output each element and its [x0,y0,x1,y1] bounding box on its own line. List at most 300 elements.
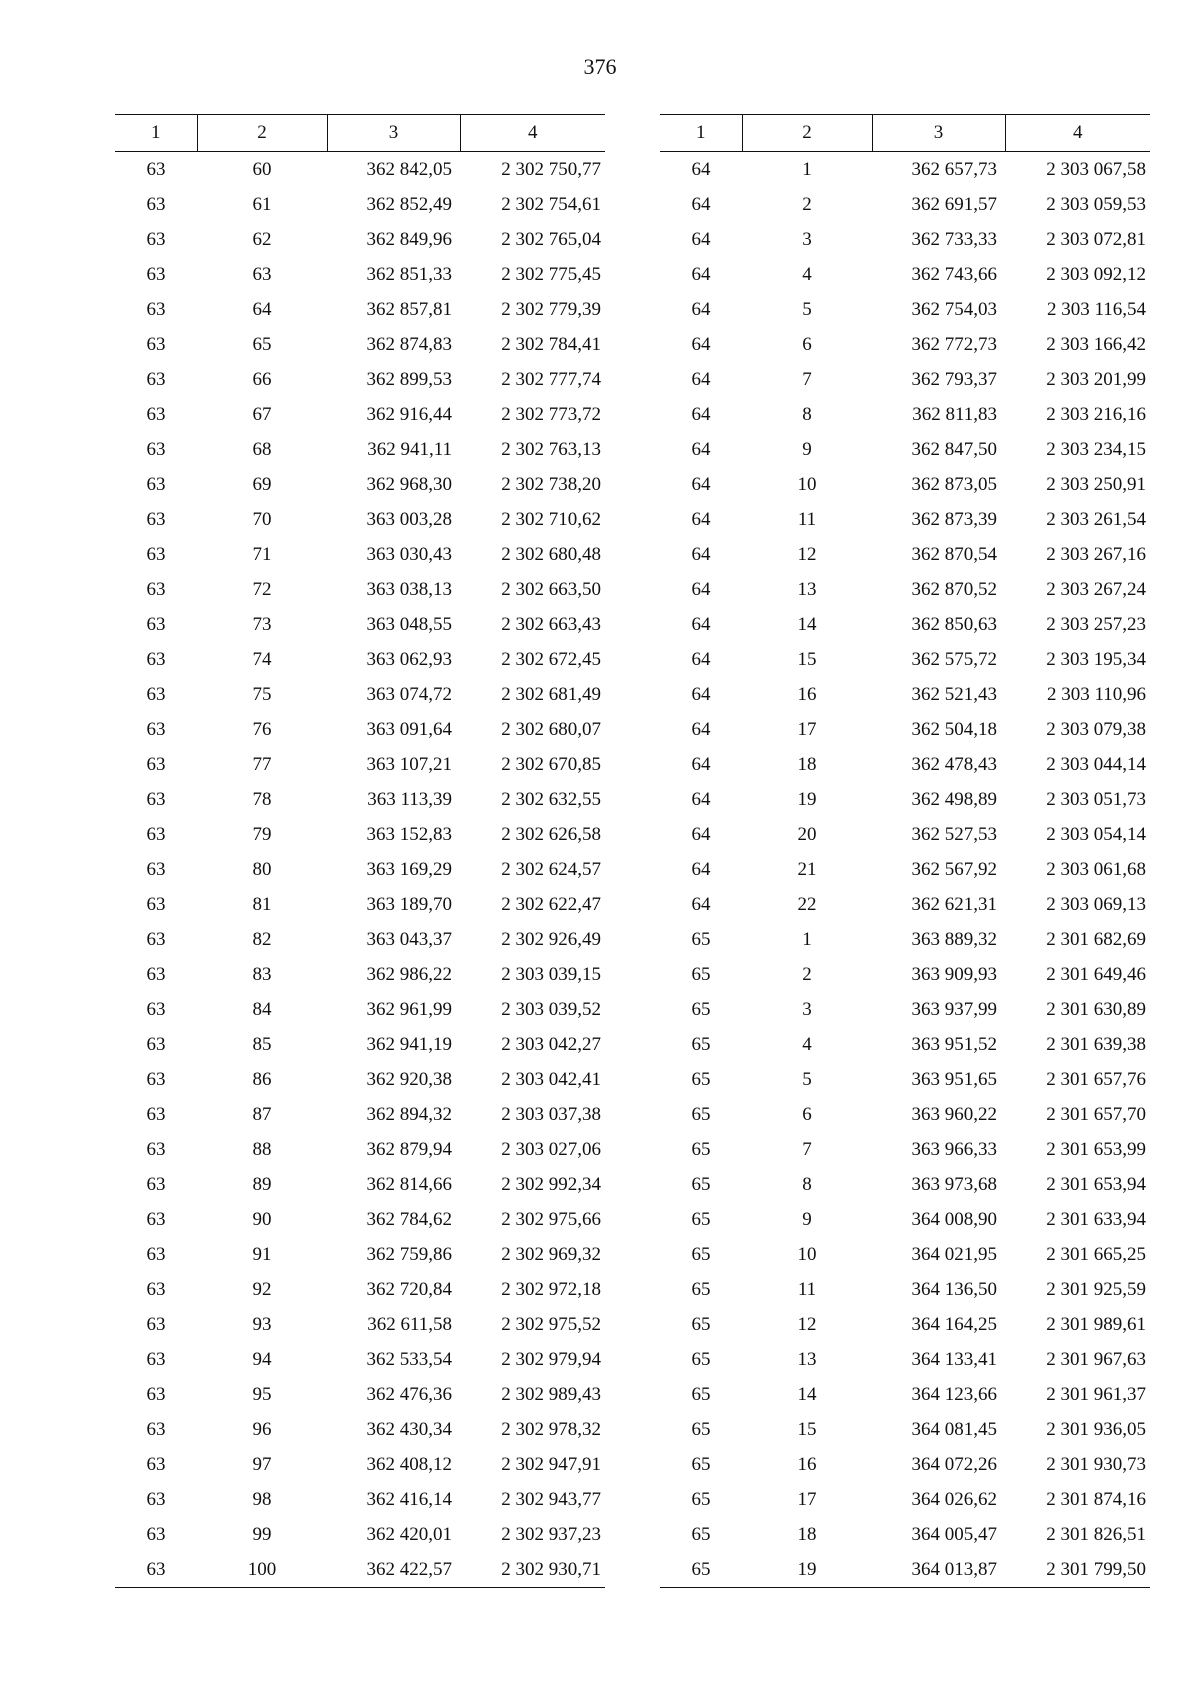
table-row [115,327,605,362]
table-cell-col3: 362 657,73 [911,158,997,180]
table-cell-col1: 64 [691,438,711,460]
table-cell-col3: 362 430,34 [366,1418,452,1440]
table-cell-col2: 13 [797,578,817,600]
table-cell-col4: 2 301 989,61 [1046,1313,1146,1335]
table-cell-col4: 2 302 632,55 [501,788,601,810]
table-cell-col2: 81 [252,893,272,915]
table-cell-col2: 7 [802,368,812,390]
table-cell-col1: 63 [146,1243,166,1265]
table-cell-col4: 2 302 622,47 [501,893,601,915]
table-cell-col3: 362 691,57 [911,193,997,215]
table-cell-col1: 65 [691,1348,711,1370]
table-cell-col3: 363 152,83 [366,823,452,845]
column-header-3: 3 [872,115,1005,152]
table-cell-col1: 65 [660,1552,742,1588]
table-cell-col4: 2 302 969,32 [501,1243,601,1265]
table-cell-col3: 362 621,31 [911,893,997,915]
table-cell-col4: 2 301 682,69 [1046,928,1146,950]
table-cell-col4: 2 302 624,57 [501,858,601,880]
table-cell-col3: 362 416,14 [366,1488,452,1510]
table-row [115,1167,605,1202]
table-cell-col1: 63 [146,963,166,985]
table-cell-col2: 62 [252,228,272,250]
table-cell-col3: 362 894,32 [366,1103,452,1125]
table-row [115,1412,605,1447]
table-cell-col4: 2 303 051,73 [1046,788,1146,810]
table-cell-col2: 97 [252,1453,272,1475]
table-cell-col1: 63 [146,543,166,565]
table-row [660,1097,1150,1132]
column-header-1: 1 [115,115,197,152]
table-row [660,362,1150,397]
table-row [115,467,605,502]
table-row [660,712,1150,747]
table-cell-col2: 75 [252,683,272,705]
table-row [660,1062,1150,1097]
table-cell-col1: 63 [146,998,166,1020]
table-cell-col3: 362 873,05 [911,473,997,495]
table-cell-col4: 2 302 779,39 [501,298,601,320]
table-cell-col1: 63 [146,1383,166,1405]
table-cell-col4: 2 303 072,81 [1046,228,1146,250]
table-cell-col4: 2 302 978,32 [501,1418,601,1440]
table-cell-col2: 10 [797,473,817,495]
table-cell-col2: 14 [797,1383,817,1405]
table-cell-col2: 17 [797,1488,817,1510]
table-cell-col1: 63 [146,1418,166,1440]
table-cell-col4: 2 303 061,68 [1046,858,1146,880]
table-cell-col3: 363 062,93 [366,648,452,670]
table-cell-col2: 68 [252,438,272,460]
table-cell-col1: 64 [691,683,711,705]
table-cell-col4: 2 303 261,54 [1046,508,1146,530]
table-cell-col4: 2 301 633,94 [1046,1208,1146,1230]
column-header-2: 2 [197,115,327,152]
table-cell-col2: 100 [197,1552,327,1588]
table-cell-col4: 2 302 777,74 [501,368,601,390]
table-cell-col1: 65 [691,1488,711,1510]
table-row [660,1517,1150,1552]
table-cell-col4: 2 302 738,20 [501,473,601,495]
table-cell-col2: 11 [797,1278,817,1300]
table-cell-col3: 363 951,65 [911,1068,997,1090]
table-cell-col2: 8 [802,1173,812,1195]
table-cell-col1: 63 [146,193,166,215]
table-cell-col1: 65 [691,1173,711,1195]
table-cell-col2: 78 [252,788,272,810]
table-cell-col3: 362 793,37 [911,368,997,390]
coordinates-table-left [115,114,605,1588]
table-cell-col4: 2 301 961,37 [1046,1383,1146,1405]
table-cell-col1: 63 [146,1068,166,1090]
table-cell-col3: 364 123,66 [911,1383,997,1405]
table-cell-col4: 2 302 672,45 [501,648,601,670]
table-row [660,1307,1150,1342]
table-cell-col1: 64 [691,298,711,320]
table-cell-col1: 64 [691,788,711,810]
table-cell-col2: 1 [802,928,812,950]
table-row [660,817,1150,852]
table-cell-col4: 2 303 116,54 [1046,298,1146,320]
table-row [115,257,605,292]
table-cell-col3: 364 136,50 [911,1278,997,1300]
table-cell-col3: 362 879,94 [366,1138,452,1160]
table-cell-col3: 363 107,21 [366,753,452,775]
table-row [660,642,1150,677]
table-cell-col1: 64 [691,858,711,880]
table-cell-col4: 2 301 639,38 [1046,1033,1146,1055]
table-cell-col1: 63 [146,1033,166,1055]
table-row [115,152,605,188]
table-row [660,1237,1150,1272]
table-cell-col3: 362 772,73 [911,333,997,355]
table-row [115,1237,605,1272]
table-cell-col4: 2 302 710,62 [501,508,601,530]
table-cell-col4: 2 303 042,41 [501,1068,601,1090]
table-cell-col4: 2 302 750,77 [501,158,601,180]
table-row [660,432,1150,467]
table-cell-col3: 362 408,12 [366,1453,452,1475]
table-cell-col3: 362 961,99 [366,998,452,1020]
table-cell-col3: 362 814,66 [366,1173,452,1195]
table-cell-col4: 2 302 670,85 [501,753,601,775]
table-cell-col2: 67 [252,403,272,425]
table-row [115,992,605,1027]
table-cell-col2: 92 [252,1278,272,1300]
table-cell-col3: 362 521,43 [911,683,997,705]
table-cell-col2: 2 [802,963,812,985]
table-cell-col1: 63 [146,1278,166,1300]
table-cell-col2: 15 [797,648,817,670]
table-cell-col4: 2 302 992,34 [501,1173,601,1195]
table-row [660,467,1150,502]
table-cell-col4: 2 301 925,59 [1046,1278,1146,1300]
table-cell-col1: 63 [146,228,166,250]
table-cell-col2: 79 [252,823,272,845]
table-cell-col2: 60 [252,158,272,180]
table-row [660,397,1150,432]
table-cell-col3: 362 870,54 [911,543,997,565]
table-cell-col1: 65 [691,928,711,950]
table-cell-col3: 362 754,03 [911,298,997,320]
table-cell-col1: 64 [691,368,711,390]
table-cell-col4: 2 302 975,52 [501,1313,601,1335]
table-cell-col4: 2 301 826,51 [1046,1523,1146,1545]
table-row [115,1272,605,1307]
table-cell-col2: 4 [802,1033,812,1055]
table-cell-col1: 63 [146,403,166,425]
table-cell-col1: 65 [691,1138,711,1160]
table-cell-col1: 63 [146,1313,166,1335]
table-cell-col1: 63 [146,263,166,285]
table-cell-col3: 363 074,72 [366,683,452,705]
table-cell-col4: 2 303 110,96 [1046,683,1146,705]
table-cell-col4: 2 302 937,23 [501,1523,601,1545]
table-cell-col3: 363 038,13 [366,578,452,600]
table-row [660,677,1150,712]
table-cell-col3: 362 850,63 [911,613,997,635]
table-cell-col3: 362 851,33 [366,263,452,285]
table-cell-col4: 2 303 059,53 [1046,193,1146,215]
table-cell-col3: 363 113,39 [367,788,452,810]
table-cell-col4: 2 302 663,50 [501,578,601,600]
table-cell-col2: 61 [252,193,272,215]
table-cell-col1: 65 [691,1313,711,1335]
table-cell-col3: 362 784,62 [366,1208,452,1230]
table-row [660,992,1150,1027]
table-cell-col3: 364 164,25 [911,1313,997,1335]
table-row [660,1482,1150,1517]
table-cell-col4: 2 301 653,99 [1046,1138,1146,1160]
table-cell-col3: 364 133,41 [911,1348,997,1370]
table-cell-col1: 63 [146,613,166,635]
table-cell-col2: 17 [797,718,817,740]
table-cell-col3: 362 527,53 [911,823,997,845]
table-cell-col2: 5 [802,1068,812,1090]
table-cell-col1: 64 [691,333,711,355]
table-cell-col4: 2 301 936,05 [1046,1418,1146,1440]
table-cell-col4: 2 302 972,18 [501,1278,601,1300]
table-cell-col1: 64 [691,718,711,740]
table-cell-col1: 64 [691,893,711,915]
table-cell-col3: 362 874,83 [366,333,452,355]
table-cell-col4: 2 301 630,89 [1046,998,1146,1020]
table-cell-col2: 66 [252,368,272,390]
table-row [115,572,605,607]
table-cell-col1: 65 [691,1453,711,1475]
table-cell-col4: 2 302 681,49 [501,683,601,705]
table-cell-col2: 85 [252,1033,272,1055]
table-row [115,1307,605,1342]
table-cell-col2: 12 [797,543,817,565]
table-cell-col4: 2 301 653,94 [1046,1173,1146,1195]
table-row [115,1552,605,1588]
table-row [115,1027,605,1062]
table-cell-col2: 19 [742,1552,872,1588]
table-cell-col1: 64 [691,473,711,495]
table-row [115,537,605,572]
header-row [660,115,1150,152]
table-row [660,607,1150,642]
table-row [115,1447,605,1482]
table-cell-col1: 63 [146,1103,166,1125]
table-row [115,187,605,222]
table-cell-col3: 364 005,47 [911,1523,997,1545]
table-cell-col2: 91 [252,1243,272,1265]
table-cell-col2: 6 [802,333,812,355]
table-cell-col2: 13 [797,1348,817,1370]
table-cell-col1: 63 [146,1488,166,1510]
table-cell-col2: 86 [252,1068,272,1090]
table-cell-col4: 2 302 947,91 [501,1453,601,1475]
table-cell-col1: 63 [146,298,166,320]
table-cell-col3: 362 842,05 [366,158,452,180]
table-cell-col2: 70 [252,508,272,530]
table-cell-col3: 362 941,19 [366,1033,452,1055]
table-cell-col2: 90 [252,1208,272,1230]
table-row [115,1062,605,1097]
table-row [660,852,1150,887]
table-cell-col2: 4 [802,263,812,285]
table-cell-col1: 64 [691,263,711,285]
table-cell-col2: 88 [252,1138,272,1160]
table-cell-col3: 362 916,44 [366,403,452,425]
table-cell-col2: 18 [797,753,817,775]
table-row [115,817,605,852]
table-row [115,852,605,887]
table-cell-col2: 93 [252,1313,272,1335]
table-cell-col3: 364 081,45 [911,1418,997,1440]
table-row [115,642,605,677]
table-cell-col1: 63 [146,683,166,705]
table-cell-col2: 9 [802,1208,812,1230]
table-cell-col2: 12 [797,1313,817,1335]
table-row [660,1027,1150,1062]
table-row [115,1202,605,1237]
table-cell-col3: 364 072,26 [911,1453,997,1475]
table-cell-col3: 364 013,87 [872,1552,1005,1588]
table-cell-col3: 363 048,55 [366,613,452,635]
table-cell-col4: 2 301 649,46 [1046,963,1146,985]
table-cell-col1: 63 [146,1453,166,1475]
table-row [660,327,1150,362]
table-row [660,1272,1150,1307]
table-cell-col4: 2 302 773,72 [501,403,601,425]
table-cell-col3: 363 937,99 [911,998,997,1020]
table-cell-col1: 63 [146,1208,166,1230]
table-row [115,922,605,957]
table-body-right [660,152,1150,1588]
table-cell-col4: 2 303 092,12 [1046,263,1146,285]
table-row [660,782,1150,817]
table-cell-col3: 362 504,18 [911,718,997,740]
table-cell-col3: 364 008,90 [911,1208,997,1230]
table-cell-col4: 2 302 943,77 [501,1488,601,1510]
table-row [115,1132,605,1167]
table-cell-col3: 362 811,83 [912,403,997,425]
table-row [660,257,1150,292]
table-cell-col1: 65 [691,1068,711,1090]
table-cell-col2: 89 [252,1173,272,1195]
table-row [660,1342,1150,1377]
table-row [660,572,1150,607]
column-header-4: 4 [460,115,605,152]
table-cell-col1: 65 [691,1383,711,1405]
table-cell-col2: 94 [252,1348,272,1370]
table-row [660,1377,1150,1412]
table-cell-col1: 63 [146,788,166,810]
table-cell-col1: 65 [691,1243,711,1265]
table-cell-col1: 65 [691,1033,711,1055]
table-row [660,292,1150,327]
table-cell-col3: 362 847,50 [911,438,997,460]
table-cell-col4: 2 303 042,27 [501,1033,601,1055]
table-cell-col3: 362 743,66 [911,263,997,285]
table-cell-col2: 69 [252,473,272,495]
table-cell-col1: 65 [691,1523,711,1545]
table-cell-col3: 363 169,29 [366,858,452,880]
table-row [660,222,1150,257]
table-cell-col2: 63 [252,263,272,285]
table-cell-col3: 363 043,37 [366,928,452,950]
table-cell-col2: 20 [797,823,817,845]
table-cell-col4: 2 302 930,71 [460,1552,605,1588]
table-cell-col1: 63 [146,508,166,530]
table-cell-col2: 10 [797,1243,817,1265]
table-cell-col4: 2 303 039,52 [501,998,601,1020]
table-cell-col4: 2 302 626,58 [501,823,601,845]
table-cell-col2: 15 [797,1418,817,1440]
table-cell-col2: 5 [802,298,812,320]
table-cell-col2: 64 [252,298,272,320]
table-cell-col3: 362 941,11 [367,438,452,460]
table-cell-col4: 2 303 250,91 [1046,473,1146,495]
table-cell-col4: 2 302 784,41 [501,333,601,355]
coordinates-table-right [660,114,1150,1588]
table-row [660,187,1150,222]
table-cell-col2: 3 [802,998,812,1020]
table-cell-col3: 363 951,52 [911,1033,997,1055]
table-cell-col3: 363 030,43 [366,543,452,565]
table-cell-col1: 63 [146,648,166,670]
table-cell-col3: 363 966,33 [911,1138,997,1160]
table-cell-col2: 8 [802,403,812,425]
table-row [660,1552,1150,1588]
table-cell-col2: 96 [252,1418,272,1440]
table-cell-col3: 364 026,62 [911,1488,997,1510]
table-cell-col4: 2 301 665,25 [1046,1243,1146,1265]
table-cell-col3: 362 478,43 [911,753,997,775]
table-cell-col4: 2 303 257,23 [1046,613,1146,635]
table-row [115,397,605,432]
table-row [660,1447,1150,1482]
table-cell-col4: 2 303 234,15 [1046,438,1146,460]
table-row [660,152,1150,188]
table-cell-col4: 2 303 216,16 [1046,403,1146,425]
table-row [115,1482,605,1517]
table-cell-col2: 11 [797,508,817,530]
table-cell-col3: 362 611,58 [367,1313,452,1335]
table-cell-col3: 362 720,84 [366,1278,452,1300]
table-cell-col2: 14 [797,613,817,635]
table-cell-col2: 73 [252,613,272,635]
table-row [660,922,1150,957]
table-cell-col3: 363 189,70 [366,893,452,915]
table-row [115,712,605,747]
page-number: 376 [583,54,617,79]
table-cell-col4: 2 302 663,43 [501,613,601,635]
table-row [115,1097,605,1132]
table-cell-col2: 22 [797,893,817,915]
table-row [115,747,605,782]
table-cell-col1: 63 [146,753,166,775]
table-cell-col4: 2 303 044,14 [1046,753,1146,775]
table-row [660,1132,1150,1167]
table-row [660,502,1150,537]
table-cell-col4: 2 301 657,70 [1046,1103,1146,1125]
table-cell-col1: 63 [146,473,166,495]
table-cell-col1: 65 [691,1418,711,1440]
table-row [660,747,1150,782]
table-row [115,432,605,467]
table-cell-col3: 362 873,39 [911,508,997,530]
table-cell-col4: 2 302 926,49 [501,928,601,950]
table-cell-col3: 362 420,01 [366,1523,452,1545]
table-cell-col4: 2 303 027,06 [501,1138,601,1160]
table-cell-col3: 362 986,22 [366,963,452,985]
table-cell-col3: 362 870,52 [911,578,997,600]
table-cell-col1: 63 [146,438,166,460]
